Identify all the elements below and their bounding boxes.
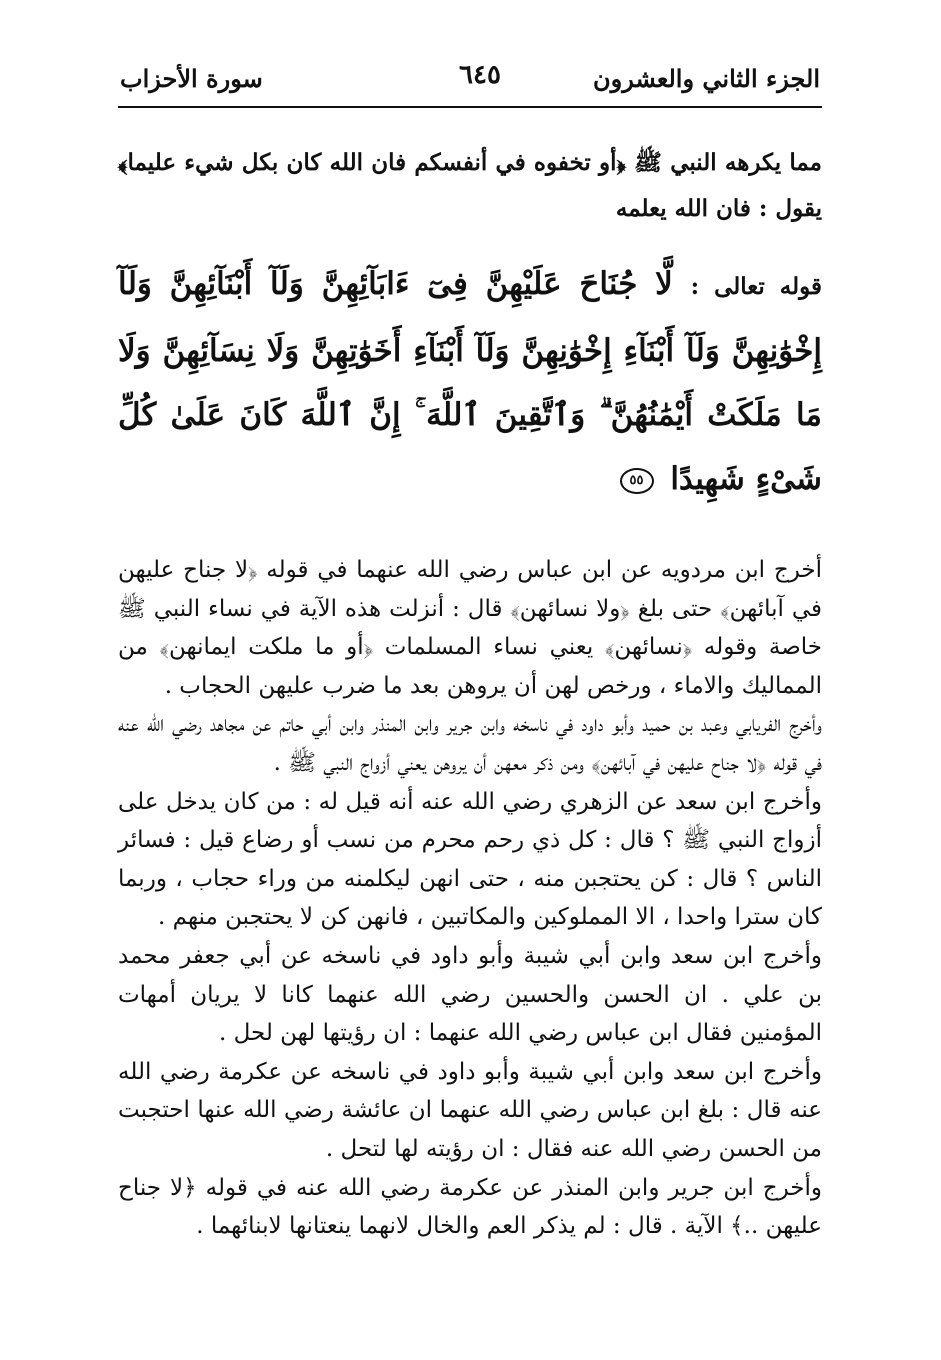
intro-text: مما يكرهه النبي ﷺ ﴿أو تخفوه في أنفسكم فان الله كان بكل شيء عليما﴾ يقول : فان الله يعلمه (118, 149, 822, 222)
quran-verse-block (118, 252, 822, 511)
page-number: ٦٤٥ (459, 60, 501, 90)
running-header (120, 60, 820, 100)
paragraph: وأخرج ابن جرير وابن المنذر عن عكرمة رضي الله عنه في قوله ﴿لا جناح عليهن ..﴾ الآية . قال : لم يذكر العم والخال لانهما ينعتانها لابنائهما . (118, 1174, 822, 1240)
paragraph: أخرج ابن مردويه عن ابن عباس رضي الله عنهما في قوله ﴿لا جناح عليهن في آبائهن﴾ حتى بلغ ﴿ولا نسائهن﴾ قال : أنزلت هذه الآية في نساء النبي ﷺ خاصة وقوله ﴿نسائهن﴾ يعني نساء المسلمات ﴿أو ما ملكت ايمانهن﴾ من المماليك والاماء ، ورخص لهن أن يروهن بعد ما ضرب عليهن الحجاب . (118, 557, 822, 699)
header-divider (118, 106, 822, 108)
paragraph: وأخرج ابن سعد وابن أبي شيبة وأبو داود في ناسخه عن أبي جعفر محمد بن علي . ان الحسن والحسين رضي الله عنهما كانا لا يريان أمهات المؤمنين فقال ابن عباس رضي الله عنهما : ان رؤيتها لهن لحل . (118, 942, 822, 1047)
ayah-end-mark-icon: ٥٥ (620, 468, 654, 494)
verse-lead: قوله تعالى : (690, 273, 822, 300)
commentary (118, 551, 822, 1246)
quran-verse: لَّا جُنَاحَ عَلَيْهِنَّ فِىٓ ءَابَآئِهِنَّ وَلَآ أَبْنَآئِهِنَّ وَلَآ إِخْوَٰنِهِنَّ وَلَآ أَبْنَآءِ إِخْوَٰنِهِنَّ وَلَآ أَبْنَآءِ أَخَوَٰتِهِنَّ وَلَا نِسَآئِهِنَّ وَلَا مَا مَلَكَتْ أَيْمَٰنُهُنَّ ۗ وَٱتَّقِينَ ٱللَّهَ ۚ إِنَّ ٱللَّهَ كَانَ عَلَىٰ كُلِّ شَىْءٍ شَهِيدًا (118, 266, 822, 497)
header-surah-title: سورة الأحزاب (120, 64, 263, 93)
paragraph: وأخرج الفريابي وعبد بن حميد وأبو داود في ناسخه وابن جرير وابن المنذر وابن أبي حاتم عن مجاهد رضي الله عنه في قوله ﴿لا جناح عليهن في آبائهن﴾ ومن ذكر معهن أن يروهن يعني أزواج النبي ﷺ . (118, 711, 822, 776)
paragraph: وأخرج ابن سعد وابن أبي شيبة وأبو داود في ناسخه عن عكرمة رضي الله عنه قال : بلغ ابن عباس رضي الله عنهما ان عائشة رضي الله عنها احتجبت من الحسن رضي الله عنه فقال : ان رؤيته لها لتحل . (118, 1058, 822, 1162)
header-part-title: الجزء الثاني والعشرون (593, 64, 820, 93)
page-body (118, 140, 822, 1246)
paragraph: وأخرج ابن سعد عن الزهري رضي الله عنه أنه قيل له : من كان يدخل على أزواج النبي ﷺ ؟ قال : كل ذي رحم محرم من نسب أو رضاع قيل : فسائر الناس ؟ قال : كن يحتجبن منه ، حتى انهن ليكلمنه من وراء حجاب ، وربما كان سترا واحدا ، الا المملوكين والمكاتبين ، فانهن كن لا يحتجبن منهم . (118, 788, 822, 931)
